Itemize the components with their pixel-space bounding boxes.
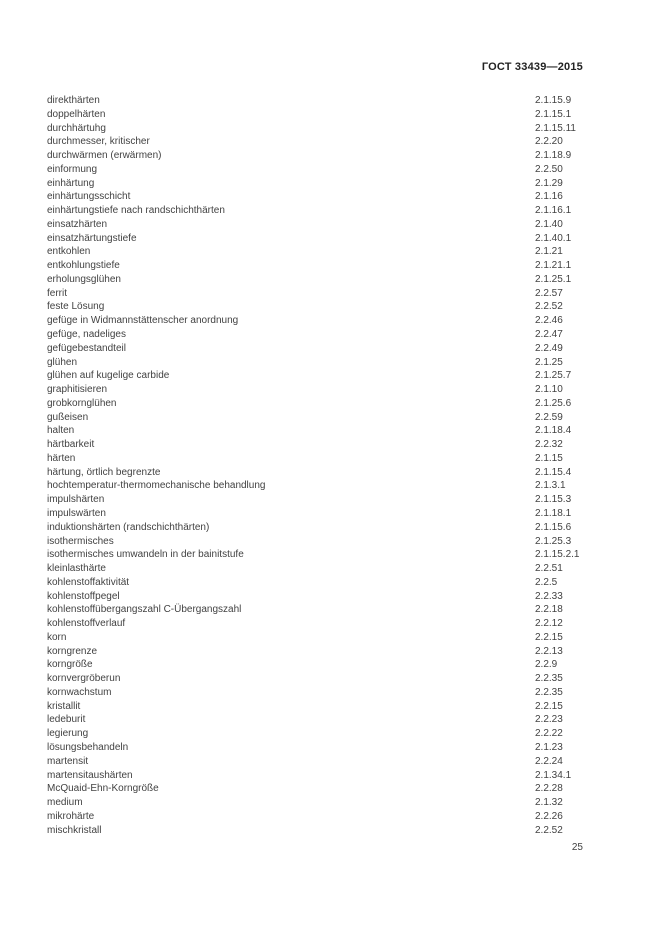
- index-clause-ref: 2.2.57: [535, 287, 563, 299]
- index-term: härtbarkeit: [47, 439, 95, 451]
- index-clause-ref: 2.1.16.1: [535, 205, 572, 217]
- index-clause-ref: 2.2.35: [535, 673, 563, 685]
- index-clause-ref: 2.2.15: [535, 700, 563, 712]
- index-entry-row: [47, 769, 583, 783]
- index-term: kohlenstoffübergangszahl C-Übergangszahl: [47, 604, 242, 616]
- index-entry-row: [47, 94, 583, 108]
- index-clause-ref: 2.1.18.9: [535, 150, 572, 162]
- index-term: hochtemperatur-thermomechanische behandlung: [47, 480, 266, 492]
- index-clause-ref: 2.1.25: [535, 356, 563, 368]
- index-entry-row: [47, 824, 583, 838]
- page-number: 25: [571, 842, 583, 853]
- index-entry-row: [47, 328, 583, 342]
- index-entry-row: [47, 645, 583, 659]
- index-clause-ref: 2.2.35: [535, 686, 563, 698]
- index-term: korn: [47, 631, 67, 643]
- index-clause-ref: 2.1.16: [535, 191, 563, 203]
- index-term: kohlenstoffpegel: [47, 590, 120, 602]
- index-entry-row: [47, 369, 583, 383]
- index-term: induktionshärten (randschichthärten): [47, 521, 210, 533]
- index-term: einformung: [47, 163, 98, 175]
- index-entry-row: [47, 535, 583, 549]
- index-clause-ref: 2.1.15.9: [535, 95, 572, 106]
- index-clause-ref: 2.2.20: [535, 136, 563, 148]
- index-clause-ref: 2.2.59: [535, 411, 563, 423]
- index-entry-row: [47, 190, 583, 204]
- index-entry-row: [47, 218, 583, 232]
- index-term: kleinlasthärte: [47, 563, 106, 575]
- index-entry-row: [47, 204, 583, 218]
- index-entry-row: [47, 562, 583, 576]
- index-term: ferrit: [47, 287, 67, 299]
- index-entry-row: [47, 727, 583, 741]
- index-term: kohlenstoffverlauf: [47, 618, 126, 630]
- index-clause-ref: 2.2.22: [535, 728, 563, 740]
- index-clause-ref: 2.2.33: [535, 590, 563, 602]
- index-term: einhärtungsschicht: [47, 191, 131, 203]
- index-clause-ref: 2.2.50: [535, 163, 563, 175]
- index-entry-row: [47, 521, 583, 535]
- index-clause-ref: 2.2.51: [535, 563, 563, 575]
- index-clause-ref: 2.1.23: [535, 741, 563, 753]
- index-term: graphitisieren: [47, 384, 108, 396]
- index-term: grobkornglühen: [47, 397, 117, 409]
- index-term: direkthärten: [47, 95, 100, 106]
- index-clause-ref: 2.1.40: [535, 218, 563, 230]
- index-term: einsatzhärten: [47, 218, 108, 230]
- index-entry-row: [47, 245, 583, 259]
- index-term: kornvergröberun: [47, 673, 121, 685]
- index-entry-row: [47, 507, 583, 521]
- index-term: impulswärten: [47, 507, 106, 519]
- index-entry-row: [47, 810, 583, 824]
- index-clause-ref: 2.2.47: [535, 329, 563, 341]
- index-entry-row: [47, 149, 583, 163]
- index-term: einhärtungstiefe nach randschichthärten: [47, 205, 225, 217]
- index-clause-ref: 2.1.40.1: [535, 232, 572, 244]
- index-clause-ref: 2.2.26: [535, 810, 563, 822]
- index-term: härten: [47, 452, 76, 464]
- index-entry-row: [47, 273, 583, 287]
- index-clause-ref: 2.2.13: [535, 645, 563, 657]
- index-entry-row: [47, 411, 583, 425]
- index-term: McQuaid-Ehn-Korngröße: [47, 783, 159, 795]
- index-term: erholungsglühen: [47, 273, 121, 285]
- index-term: feste Lösung: [47, 301, 105, 313]
- index-term: isothermisches umwandeln in der bainitstufe: [47, 549, 244, 561]
- index-clause-ref: 2.2.9: [535, 659, 558, 671]
- index-clause-ref: 2.2.28: [535, 783, 563, 795]
- index-term: ledeburit: [47, 714, 86, 726]
- index-entry-row: [47, 672, 583, 686]
- index-entry-row: [47, 700, 583, 714]
- index-entry-row: [47, 424, 583, 438]
- index-clause-ref: 2.1.15.11: [535, 122, 576, 134]
- index-clause-ref: 2.1.15.6: [535, 521, 572, 533]
- alphabetical-index: [47, 94, 583, 837]
- index-clause-ref: 2.2.52: [535, 301, 563, 313]
- index-entry-row: [47, 741, 583, 755]
- index-term: einsatzhärtungstiefe: [47, 232, 137, 244]
- index-term: medium: [47, 797, 83, 809]
- index-term: lösungsbehandeln: [47, 741, 129, 753]
- index-clause-ref: 2.1.32: [535, 797, 563, 809]
- index-term: gefügebestandteil: [47, 342, 126, 354]
- index-entry-row: [47, 342, 583, 356]
- index-clause-ref: 2.2.18: [535, 604, 563, 616]
- index-entry-row: [47, 356, 583, 370]
- index-term: einhärtung: [47, 177, 95, 189]
- index-entry-row: [47, 631, 583, 645]
- index-entry-row: [47, 576, 583, 590]
- index-term: impulshärten: [47, 494, 105, 506]
- index-term: gußeisen: [47, 411, 89, 423]
- index-clause-ref: 2.2.46: [535, 315, 563, 327]
- index-term: gefüge, nadeliges: [47, 329, 126, 341]
- index-term: halten: [47, 425, 75, 437]
- index-clause-ref: 2.2.15: [535, 631, 563, 643]
- index-clause-ref: 2.1.21.1: [535, 260, 572, 272]
- index-entry-row: [47, 590, 583, 604]
- index-entry-row: [47, 163, 583, 177]
- index-clause-ref: 2.2.23: [535, 714, 563, 726]
- index-entry-row: [47, 452, 583, 466]
- index-entry-row: [47, 314, 583, 328]
- standard-number: ГОСТ 33439—2015: [481, 61, 583, 73]
- index-entry-row: [47, 782, 583, 796]
- index-term: legierung: [47, 728, 89, 740]
- index-term: doppelhärten: [47, 108, 106, 120]
- index-clause-ref: 2.1.21: [535, 246, 563, 258]
- index-term: entkohlen: [47, 246, 91, 258]
- index-term: härtung, örtlich begrenzte: [47, 466, 161, 478]
- index-entry-row: [47, 796, 583, 810]
- index-clause-ref: 2.1.25.7: [535, 370, 572, 382]
- index-clause-ref: 2.1.29: [535, 177, 563, 189]
- index-entry-row: [47, 617, 583, 631]
- index-clause-ref: 2.1.15.4: [535, 466, 572, 478]
- index-entry-row: [47, 686, 583, 700]
- index-entry-row: [47, 479, 583, 493]
- index-clause-ref: 2.2.49: [535, 342, 563, 354]
- index-term: entkohlungstiefe: [47, 260, 120, 272]
- index-entry-row: [47, 177, 583, 191]
- index-entry-row: [47, 108, 583, 122]
- index-term: glühen: [47, 356, 78, 368]
- index-clause-ref: 2.2.32: [535, 439, 563, 451]
- index-clause-ref: 2.1.18.4: [535, 425, 572, 437]
- index-term: korngröße: [47, 659, 93, 671]
- document-header: [47, 61, 583, 73]
- index-entry-row: [47, 548, 583, 562]
- index-clause-ref: 2.1.15.2.1: [535, 549, 580, 561]
- index-clause-ref: 2.1.34.1: [535, 769, 572, 781]
- index-entry-row: [47, 287, 583, 301]
- index-clause-ref: 2.2.52: [535, 824, 563, 836]
- index-clause-ref: 2.1.25.6: [535, 397, 572, 409]
- index-entry-row: [47, 259, 583, 273]
- index-clause-ref: 2.1.3.1: [535, 480, 566, 492]
- index-clause-ref: 2.1.15.3: [535, 494, 572, 506]
- index-term: gefüge in Widmannstättenscher anordnung: [47, 315, 239, 327]
- index-term: kornwachstum: [47, 686, 112, 698]
- index-term: durchwärmen (erwärmen): [47, 150, 162, 162]
- index-term: glühen auf kugelige carbide: [47, 370, 170, 382]
- index-entry-row: [47, 232, 583, 246]
- index-clause-ref: 2.1.10: [535, 384, 563, 396]
- index-term: korngrenze: [47, 645, 98, 657]
- index-clause-ref: 2.1.18.1: [535, 507, 572, 519]
- index-entry-row: [47, 300, 583, 314]
- index-entry-row: [47, 438, 583, 452]
- index-term: mikrohärte: [47, 810, 95, 822]
- index-term: kohlenstoffaktivität: [47, 576, 130, 588]
- index-clause-ref: 2.2.5: [535, 576, 558, 588]
- index-clause-ref: 2.1.15: [535, 452, 563, 464]
- index-entry-row: [47, 135, 583, 149]
- index-clause-ref: 2.1.15.1: [535, 108, 572, 120]
- index-entry-row: [47, 603, 583, 617]
- index-entry-row: [47, 122, 583, 136]
- index-term: durchmesser, kritischer: [47, 136, 150, 148]
- index-term: martensit: [47, 755, 89, 767]
- index-term: martensitaushärten: [47, 769, 133, 781]
- index-clause-ref: 2.1.25.1: [535, 273, 572, 285]
- index-entry-row: [47, 755, 583, 769]
- index-entry-row: [47, 466, 583, 480]
- index-entry-row: [47, 493, 583, 507]
- index-entry-row: [47, 383, 583, 397]
- index-entry-row: [47, 397, 583, 411]
- index-term: mischkristall: [47, 824, 102, 836]
- index-term: kristallit: [47, 700, 81, 712]
- index-term: durchhärtuhg: [47, 122, 106, 134]
- index-clause-ref: 2.2.12: [535, 618, 563, 630]
- index-entry-row: [47, 658, 583, 672]
- index-clause-ref: 2.2.24: [535, 755, 563, 767]
- index-entry-row: [47, 713, 583, 727]
- index-clause-ref: 2.1.25.3: [535, 535, 572, 547]
- index-term: isothermisches: [47, 535, 114, 547]
